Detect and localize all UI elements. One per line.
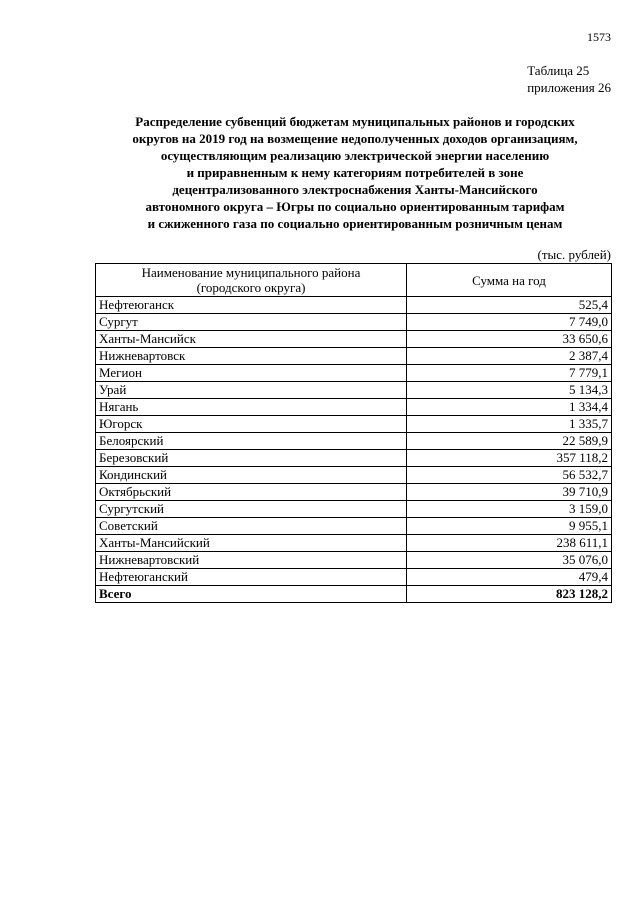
header-name-line2: (городского округа) (196, 280, 306, 295)
table-row (96, 450, 612, 467)
table-ref-line2: приложения 26 (527, 80, 611, 95)
district-name-cell: Ханты-Мансийский (96, 535, 407, 552)
header-name-line1: Наименование муниципального района (141, 265, 361, 280)
table-row (96, 433, 612, 450)
annual-sum-cell: 1 335,7 (407, 416, 612, 433)
table-row (96, 365, 612, 382)
page-number: 1573 (587, 30, 611, 44)
table-body (96, 297, 612, 603)
table-header-row (96, 264, 612, 297)
annual-sum-cell: 22 589,9 (407, 433, 612, 450)
total-value: 823 128,2 (407, 586, 612, 603)
annual-sum-cell: 7 749,0 (407, 314, 612, 331)
district-name-cell: Ханты-Мансийск (96, 331, 407, 348)
title-line-7: и сжиженного газа по социально ориентированным розничным ценам (147, 216, 563, 231)
district-name-cell: Кондинский (96, 467, 407, 484)
table-row (96, 535, 612, 552)
table-ref-line1: Таблица 25 (527, 63, 590, 78)
units-label: (тыс. рублей) (537, 247, 611, 262)
annual-sum-cell: 479,4 (407, 569, 612, 586)
district-name-cell: Сургут (96, 314, 407, 331)
header-sum-column: Сумма на год (407, 264, 612, 297)
table-row (96, 484, 612, 501)
subventions-table (95, 263, 612, 603)
district-name-cell: Югорск (96, 416, 407, 433)
table-reference (527, 62, 611, 96)
annual-sum-cell: 9 955,1 (407, 518, 612, 535)
table-row (96, 314, 612, 331)
district-name-cell: Мегион (96, 365, 407, 382)
district-name-cell: Нефтеюганский (96, 569, 407, 586)
table-row (96, 382, 612, 399)
district-name-cell: Октябрьский (96, 484, 407, 501)
document-title (95, 113, 615, 232)
total-row (96, 586, 612, 603)
title-line-5: децентрализованного электроснабжения Ханты-Мансийского (172, 182, 538, 197)
table-row (96, 569, 612, 586)
table-row (96, 348, 612, 365)
district-name-cell: Нягань (96, 399, 407, 416)
table-row (96, 297, 612, 314)
district-name-cell: Советский (96, 518, 407, 535)
annual-sum-cell: 56 532,7 (407, 467, 612, 484)
annual-sum-cell: 5 134,3 (407, 382, 612, 399)
title-line-1: Распределение субвенций бюджетам муниципальных районов и городских (135, 114, 575, 129)
table-row (96, 399, 612, 416)
district-name-cell: Урай (96, 382, 407, 399)
district-name-cell: Нижневартовск (96, 348, 407, 365)
annual-sum-cell: 39 710,9 (407, 484, 612, 501)
district-name-cell: Нефтеюганск (96, 297, 407, 314)
table-row (96, 416, 612, 433)
title-line-3: осуществляющим реализацию электрической энергии населению (160, 148, 550, 163)
district-name-cell: Березовский (96, 450, 407, 467)
table-row (96, 467, 612, 484)
annual-sum-cell: 35 076,0 (407, 552, 612, 569)
annual-sum-cell: 357 118,2 (407, 450, 612, 467)
title-line-4: и приравненным к нему категориям потребителей в зоне (186, 165, 524, 180)
annual-sum-cell: 525,4 (407, 297, 612, 314)
total-label: Всего (96, 586, 407, 603)
title-line-6: автономного округа – Югры по социально ориентированным тарифам (145, 199, 565, 214)
table-row (96, 552, 612, 569)
district-name-cell: Белоярский (96, 433, 407, 450)
header-name-column (96, 264, 407, 297)
table-row (96, 501, 612, 518)
district-name-cell: Сургутский (96, 501, 407, 518)
annual-sum-cell: 2 387,4 (407, 348, 612, 365)
district-name-cell: Нижневартовский (96, 552, 407, 569)
annual-sum-cell: 33 650,6 (407, 331, 612, 348)
annual-sum-cell: 3 159,0 (407, 501, 612, 518)
annual-sum-cell: 1 334,4 (407, 399, 612, 416)
annual-sum-cell: 7 779,1 (407, 365, 612, 382)
table-row (96, 331, 612, 348)
annual-sum-cell: 238 611,1 (407, 535, 612, 552)
title-line-2: округов на 2019 год на возмещение недополученных доходов организациям, (132, 131, 578, 146)
table-row (96, 518, 612, 535)
